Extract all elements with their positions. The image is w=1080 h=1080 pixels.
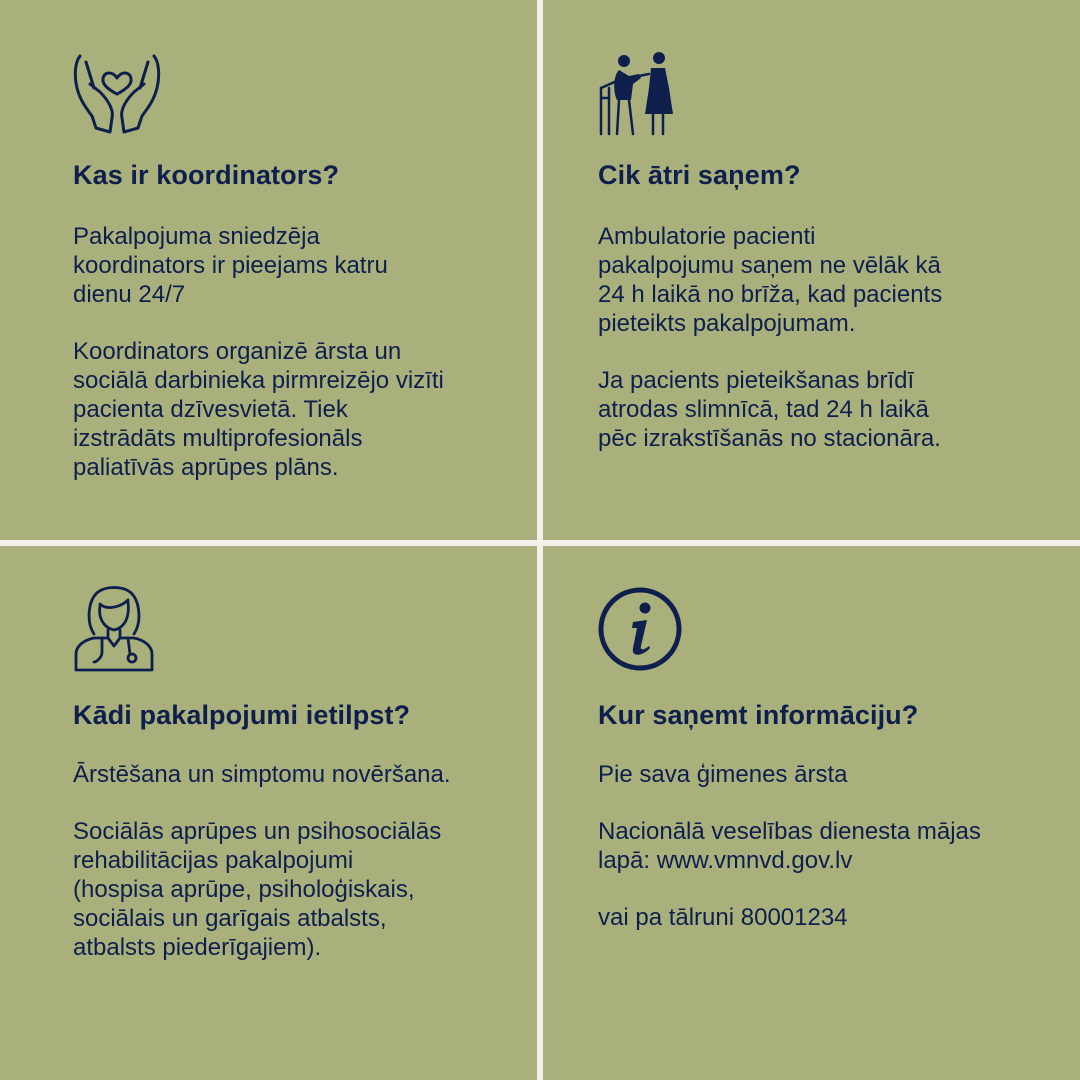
panel-body xyxy=(73,222,513,510)
panel-timing xyxy=(543,0,1080,540)
panel-heading: Kādi pakalpojumi ietilpst? xyxy=(73,700,411,730)
panel-paragraph: Koordinators organizē ārsta un sociālā darbinieka pirmreizējo vizīti pacienta dzīvesvietā. Tiek izstrādāts multiprofesionāls paliatīvās aprūpes plāns. xyxy=(73,338,444,481)
panel-services xyxy=(0,546,537,1080)
info-icon xyxy=(597,584,687,674)
panel-heading: Cik ātri saņem? xyxy=(598,160,801,190)
panel-paragraph: vai pa tālruni 80001234 xyxy=(598,904,848,931)
panel-paragraph: Ja pacients pieteikšanas brīdī atrodas slimnīcā, tad 24 h laikā pēc izrakstīšanās no stacionāra. xyxy=(598,367,941,452)
panel-information xyxy=(543,546,1080,1080)
panel-body xyxy=(598,760,1048,960)
panel-paragraph: Sociālās aprūpes un psihosociālās rehabilitācijas pakalpojumi (hospisa aprūpe, psiholoģiskais, sociālais un garīgais atbalsts, atbalsts piederīgajiem). xyxy=(73,818,442,961)
panel-paragraph: Ārstēšana un simptomu novēršana. xyxy=(73,761,451,788)
doctor-icon xyxy=(72,582,162,672)
panel-body xyxy=(73,760,513,990)
elderly-care-icon xyxy=(597,48,687,138)
panel-heading: Kas ir koordinators? xyxy=(73,160,340,190)
panel-heading: Kur saņemt informāciju? xyxy=(598,700,919,730)
panel-paragraph: Ambulatorie pacienti pakalpojumu saņem ne vēlāk kā 24 h laikā no brīža, kad pacients pieteikts pakalpojumam. xyxy=(598,223,943,337)
panel-paragraph: Pakalpojuma sniedzēja koordinators ir pieejams katru dienu 24/7 xyxy=(73,223,388,308)
panel-coordinator xyxy=(0,0,537,540)
hands-heart-icon xyxy=(72,48,162,138)
panel-paragraph: Pie sava ģimenes ārsta xyxy=(598,761,848,788)
panel-paragraph: Nacionālā veselības dienesta mājas lapā: www.vmnvd.gov.lv xyxy=(598,818,981,874)
panel-body xyxy=(598,222,1048,481)
